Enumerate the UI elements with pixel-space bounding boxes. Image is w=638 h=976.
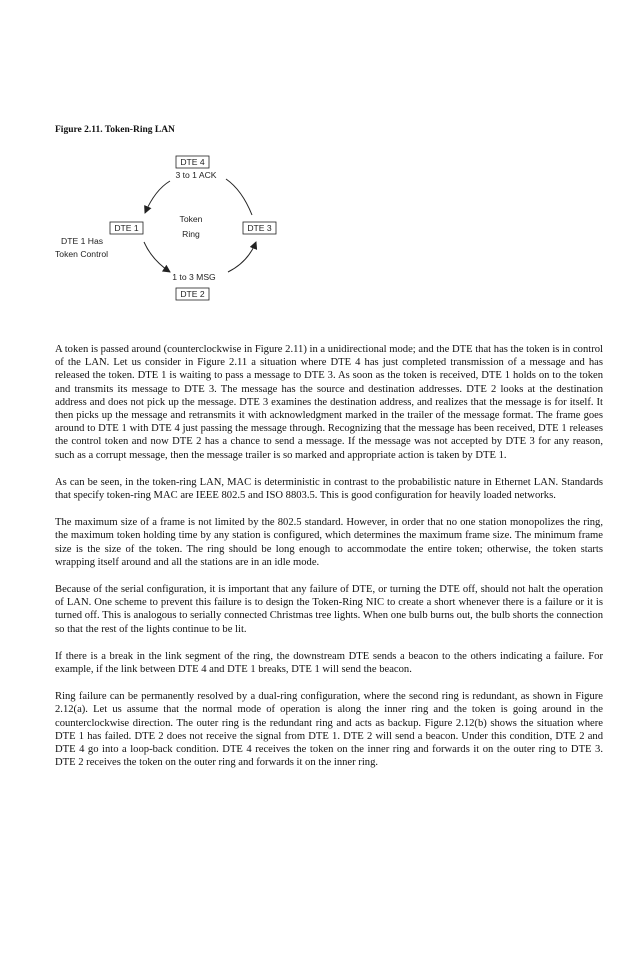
paragraph: A token is passed around (counterclockwise in Figure 2.11) in a unidirectional mode; and the DTE that has the token is in control of the LAN. Let us consider in Figure 2.11 a situation where DTE 4 has just completed transmission of a message and has released the token. DTE 1 is waiting to pass a message to DTE 3. As soon as the token is received, DTE 1 holds on to the token and transmits its message to DTE 3. The message has the source and destination addresses. DTE 2 looks at the destination address and does not pick up the message. DTE 3 examines the destination address, and realizes that the message is for itself. It then picks up the message and retransmits it with acknowledgment marked in the trailer of the message format. The frame goes around to DTE 1 with DTE 4 just passing the message through. Recognizing that the message has been received, DTE 1 releases the control token and now DTE 2 has a chance to send a message. If the message was not accepted by DTE 3 for any reason, such as a corrupt message, then the message trailer is so marked and appropriate action is taken by DTE 1. [55, 344, 603, 461]
body-text [55, 343, 603, 783]
node-dte1-label: DTE 1 [114, 223, 139, 233]
paragraph: The maximum size of a frame is not limited by the 802.5 standard. However, in order that no one station monopolizes the ring, the maximum token holding time by any station is configured, which determines the maximum frame size. The minimum frame size is the size of the token. The ring should be long enough to accommodate the entire token; otherwise, the token starts wrapping itself around and all the stations are in an idle mode. [55, 517, 603, 568]
ring-segment-bottom-right [228, 242, 256, 272]
node-dte3-label: DTE 3 [247, 223, 272, 233]
paragraph: If there is a break in the link segment of the ring, the downstream DTE sends a beacon to the others indicating a failure. For example, if the link between DTE 4 and DTE 1 breaks, DTE 1 will send the beacon. [55, 650, 603, 676]
ring-label-line2: Ring [182, 229, 200, 239]
control-label-line2: Token Control [55, 249, 109, 259]
node-dte4-label: DTE 4 [180, 157, 205, 167]
paragraph: Because of the serial configuration, it is important that any failure of DTE, or turning the DTE off, should not halt the operation of LAN. One scheme to prevent this failure is to design the Token-Ring NIC to create a short whenever there is a failure or it is turned off. This is analogous to serially connected Christmas tree lights. When one bulb burns out, the bulb shorts the connection so that the rest of the lights continue to be lit. [55, 584, 603, 635]
token-ring-diagram [0, 0, 638, 330]
msg-label: 1 to 3 MSG [172, 272, 216, 282]
ring-segment-top-left [145, 181, 170, 213]
paragraph: Ring failure can be permanently resolved by a dual-ring configuration, where the second ring is redundant, as shown in Figure 2.12(a). Let us assume that the normal mode of operation is along the inner ring and the token is going around in the counterclockwise direction. The outer ring is the redundant ring and acts as backup. Figure 2.12(b) shows the situation where DTE 1 has failed. DTE 2 does not receive the signal from DTE 1. DTE 2 will send a beacon. Under this condition, DTE 2 and DTE 4 go into a loop-back condition. DTE 4 receives the token on the inner ring and forwards it on the outer ring to DTE 3. DTE 2 receives the token on the outer ring and forwards it on the inner ring. [55, 691, 603, 769]
paragraph: As can be seen, in the token-ring LAN, MAC is deterministic in contrast to the probabilistic nature in Ethernet LAN. Standards that specify token-ring MAC are IEEE 802.5 and ISO 8803.5. This is good configuration for heavily loaded networks. [55, 476, 603, 502]
figure-caption: Figure 2.11. Token-Ring LAN [55, 125, 175, 135]
ack-label: 3 to 1 ACK [175, 170, 217, 180]
ring-segment-bottom-left [144, 242, 170, 272]
ring-label-line1: Token [179, 214, 203, 224]
node-dte2-label: DTE 2 [180, 289, 205, 299]
ring-segment-top-right [226, 179, 252, 215]
control-label-line1: DTE 1 Has [61, 236, 104, 246]
